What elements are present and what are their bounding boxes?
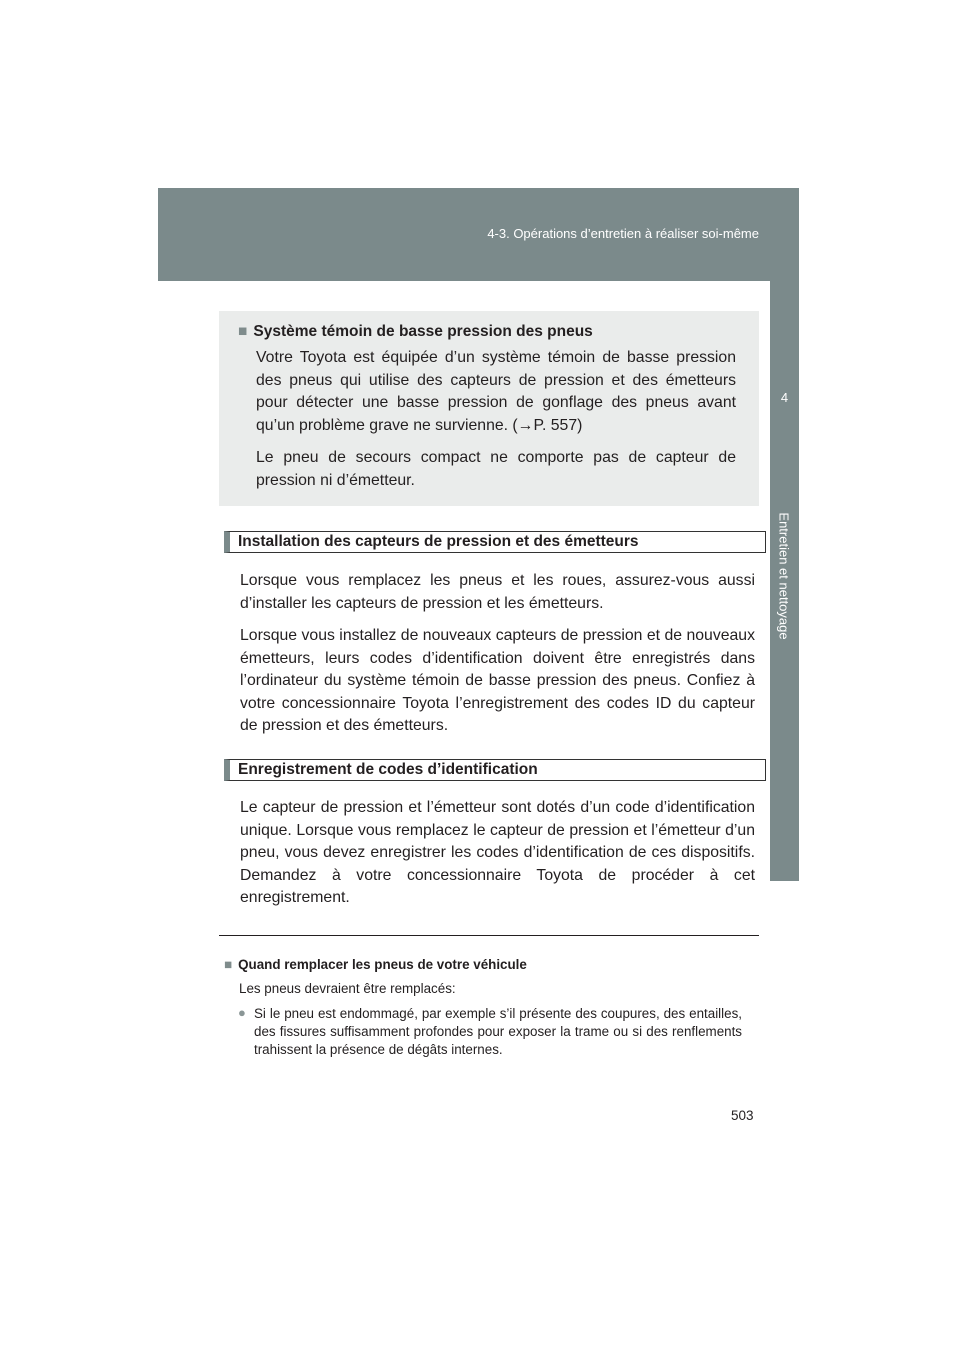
note-intro: Les pneus devraient être remplacés: (239, 981, 456, 996)
filled-square-icon: ■ (224, 957, 233, 972)
filled-circle-icon: ● (238, 1005, 246, 1020)
info-box (219, 311, 759, 506)
chapter-number: 4 (780, 390, 789, 405)
section-heading (224, 759, 766, 781)
info-box-title-text: Système témoin de basse pression des pneus (253, 323, 593, 340)
info-box-paragraph: Votre Toyota est équipée d’un système témoin de basse pression des pneus qui utilise des capteurs de pression et des émetteurs pour détecter une basse pression de gonflage des pneus avant qu’un problème grave ne survienne. (→P. 557) (256, 349, 736, 434)
chapter-section-title: 4-3. Opérations d’entretien à réaliser soi-même (487, 226, 759, 241)
section-heading (224, 531, 766, 553)
chapter-side-tab (770, 281, 799, 881)
section-heading-text: Installation des capteurs de pression et des émetteurs (238, 533, 639, 550)
note-title (224, 957, 527, 972)
chapter-header (158, 188, 799, 281)
note-title-text: Quand remplacer les pneus de votre véhicule (238, 957, 527, 972)
filled-square-icon: ■ (238, 323, 248, 340)
info-box-title (238, 323, 593, 341)
divider (219, 935, 759, 936)
body-paragraph: Le capteur de pression et l’émetteur sont dotés d’un code d’identification unique. Lorsque vous remplacez le capteur de pression et l’émetteur d’un pneu, vous devez enregistrer les codes d’identification de ces dispositifs. Demandez à votre concessionnaire Toyota de procéder à cet enregistrement. (240, 799, 755, 907)
info-box-paragraph: Le pneu de secours compact ne comporte pas de capteur de pression ni d’émetteur. (256, 449, 736, 489)
chapter-label: Entretien et nettoyage (776, 512, 792, 640)
body-paragraph: Lorsque vous installez de nouveaux capteurs de pression et de nouveaux émetteurs, leurs codes d’identification doivent être enregistrés dans l’ordinateur du système témoin de basse pression des pneus. Confiez à votre concessionnaire Toyota l’enregistrement des codes ID du capteur de pression et des émetteurs. (240, 627, 755, 735)
body-paragraph: Lorsque vous remplacez les pneus et les roues, assurez-vous aussi d’installer les capteurs de pression et les émetteurs. (240, 572, 755, 612)
list-item-text: Si le pneu est endommagé, par exemple s’il présente des coupures, des entailles, des fissures suffisamment profondes pour exposer la trame ou si des renflements trahissent la présence de dégâts internes. (254, 1006, 742, 1058)
section-heading-text: Enregistrement de codes d’identification (238, 761, 538, 778)
page-number: 503 (731, 1108, 754, 1123)
